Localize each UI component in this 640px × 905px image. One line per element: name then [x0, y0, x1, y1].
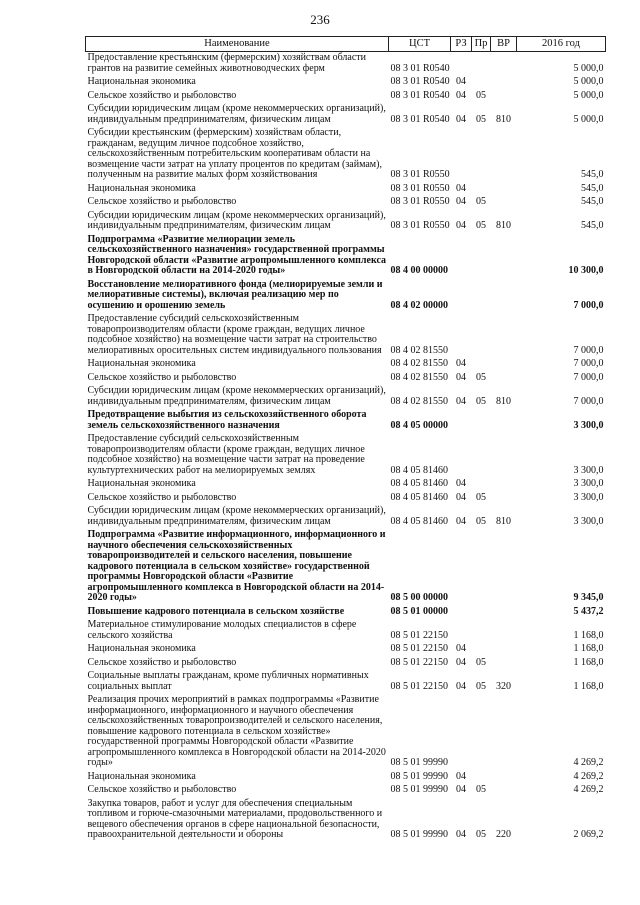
table-row — [86, 606, 606, 620]
row-rz — [451, 234, 472, 279]
row-cst: 08 3 01 R0540 — [390, 76, 450, 87]
row-name: Сельское хозяйство и рыболовство — [87, 89, 237, 101]
table-row — [86, 52, 606, 77]
row-pr: 05 — [476, 113, 486, 125]
table-row — [86, 103, 606, 127]
row-name: Национальная экономика — [87, 770, 196, 782]
row-cst: 08 5 01 22150 — [390, 680, 448, 692]
row-sum: 1 168,0 — [573, 629, 604, 641]
row-name: Предоставление субсидий сельскохозяйственным товаропроизводителям области (кроме граждан, ведущих личное подсобное хозяйство) на возмещение части затрат на строительство мелиоративных оросительных систем индивидуального пользования — [87, 313, 382, 356]
row-name: Субсидии крестьянским (фермерским) хозяйствам области, гражданам, ведущим личное подсобное хозяйство, сельскохозяйственным потребительским кооперативам области на возмещение части затрат на уплату процентов по кредитам (займам), полученным на развитие малых форм хозяйствования — [87, 127, 382, 180]
header-cst: ЦСТ — [389, 37, 451, 52]
row-pr: 05 — [476, 395, 486, 407]
table-row — [86, 619, 606, 643]
table-header-row — [86, 37, 606, 52]
row-cst: 08 5 01 22150 — [390, 656, 448, 668]
row-name: Национальная экономика — [87, 76, 196, 87]
row-name: Предотвращение выбытия из сельскохозяйственного оборота земель сельскохозяйственного назначения — [87, 409, 367, 431]
row-rz: 04 — [456, 371, 466, 383]
row-rz: 04 — [456, 491, 466, 503]
row-name: Субсидии юридическим лицам (кроме некоммерческих организаций), индивидуальным предпринимателям, физическим лицам — [87, 103, 386, 125]
row-pr — [472, 529, 491, 606]
row-pr — [472, 234, 491, 279]
row-vr — [491, 529, 517, 606]
row-sum: 545,0 — [581, 196, 604, 207]
row-sum: 3 300,0 — [573, 491, 604, 503]
row-sum: 7 000,0 — [573, 299, 604, 311]
row-name: Сельское хозяйство и рыболовство — [87, 656, 237, 668]
table-row — [86, 798, 606, 843]
row-rz: 04 — [456, 358, 466, 369]
page-number: 236 — [310, 12, 330, 27]
row-sum: 7 000,0 — [573, 395, 604, 407]
row-sum: 3 300,0 — [573, 464, 604, 476]
row-sum: 5 437,2 — [573, 605, 604, 617]
row-vr: 220 — [496, 829, 511, 840]
table-row — [86, 76, 606, 90]
row-vr — [491, 784, 517, 798]
row-name: Материальное стимулирование молодых специалистов в сфере сельского хозяйства — [87, 619, 357, 641]
row-pr: 05 — [476, 371, 486, 383]
row-rz: 04 — [456, 89, 466, 101]
row-sum: 1 168,0 — [573, 656, 604, 668]
table-row — [86, 196, 606, 210]
header-year: 2016 год — [517, 37, 606, 52]
row-cst: 08 3 01 R0550 — [390, 196, 450, 207]
row-pr — [472, 52, 491, 77]
row-pr — [472, 409, 491, 433]
row-rz — [451, 52, 472, 77]
row-name: Закупка товаров, работ и услуг для обеспечения специальным топливом и горюче-смазочными материалами, продовольственного и вещевого обеспечения органов в сфере национальной безопасности, правоохранительной деятельности и обороны — [87, 797, 383, 840]
row-rz: 04 — [456, 113, 466, 125]
row-name: Предоставление субсидий сельскохозяйственным товаропроизводителям области (кроме граждан, ведущих личное подсобное хозяйство) на возмещение части затрат на проведение культуртехнических работ на мелиорируемых землях — [87, 433, 365, 476]
row-vr — [491, 409, 517, 433]
table-row — [86, 670, 606, 694]
row-sum: 5 000,0 — [573, 113, 604, 125]
row-pr — [472, 183, 491, 197]
row-pr — [472, 358, 491, 372]
row-cst: 08 5 01 22150 — [390, 629, 448, 641]
table-row — [86, 433, 606, 478]
row-name: Субсидии юридическим лицам (кроме некоммерческих организаций), индивидуальным предпринимателям, физическим лицам — [87, 505, 386, 527]
row-vr — [491, 52, 517, 77]
row-cst: 08 4 02 81550 — [390, 395, 448, 407]
budget-table — [85, 36, 606, 843]
row-vr — [491, 478, 517, 492]
row-rz: 04 — [456, 643, 466, 654]
row-sum: 5 000,0 — [573, 76, 604, 87]
row-cst: 08 3 01 R0550 — [390, 169, 450, 180]
row-pr — [472, 478, 491, 492]
row-vr — [491, 183, 517, 197]
row-pr — [472, 771, 491, 785]
row-vr: 810 — [496, 395, 511, 407]
table-row — [86, 372, 606, 386]
row-sum: 545,0 — [581, 220, 604, 231]
row-vr — [491, 358, 517, 372]
row-cst: 08 5 01 99990 — [390, 829, 448, 840]
row-pr — [472, 606, 491, 620]
row-name: Национальная экономика — [87, 478, 196, 489]
row-pr: 05 — [476, 491, 486, 503]
row-vr — [491, 76, 517, 90]
table-row — [86, 409, 606, 433]
row-vr: 810 — [496, 515, 511, 527]
table-row — [86, 313, 606, 358]
row-cst: 08 3 01 R0550 — [390, 182, 450, 194]
row-name: Подпрограмма «Развитие информационного, информационного и научного обеспечения сельскохозяйственных товаропроизводителей и сельского населения, повышение кадрового потенциала в сельском хозяйстве» государственной программы Новгородской области «Развитие агропромышленного комплекса в Новгородской области на 2014-2020 годы» — [87, 529, 386, 603]
table-row — [86, 127, 606, 183]
row-rz: 04 — [456, 220, 466, 231]
row-vr: 320 — [496, 680, 511, 692]
row-pr — [472, 694, 491, 771]
table-row — [86, 784, 606, 798]
header-rz: РЗ — [451, 37, 472, 52]
row-rz: 04 — [456, 829, 466, 840]
row-pr: 05 — [476, 515, 486, 527]
table-row — [86, 279, 606, 314]
header-pr: Пр — [472, 37, 491, 52]
row-sum: 10 300,0 — [568, 265, 604, 276]
row-name: Сельское хозяйство и рыболовство — [87, 371, 237, 383]
row-sum: 7 000,0 — [573, 358, 604, 369]
row-rz: 04 — [456, 395, 466, 407]
row-name: Сельское хозяйство и рыболовство — [87, 491, 237, 503]
row-name: Национальная экономика — [87, 358, 196, 369]
row-pr: 05 — [476, 220, 486, 231]
row-sum: 3 300,0 — [573, 478, 604, 489]
row-rz: 04 — [456, 478, 466, 489]
row-vr — [491, 313, 517, 358]
row-name: Сельское хозяйство и рыболовство — [87, 196, 237, 207]
row-rz — [451, 529, 472, 606]
row-sum: 2 069,2 — [573, 829, 604, 840]
row-vr — [491, 372, 517, 386]
row-rz: 04 — [456, 76, 466, 87]
row-cst: 08 4 02 81550 — [390, 371, 448, 383]
row-name: Социальные выплаты гражданам, кроме публичных нормативных социальных выплат — [87, 670, 369, 692]
row-rz: 04 — [456, 656, 466, 668]
row-name: Подпрограмма «Развитие мелиорации земель сельскохозяйственного назначения» государственной программы Новгородской области «Развитие агропромышленного комплекса в Новгородской области на 2014-2020 годы» — [87, 233, 387, 276]
row-rz — [451, 433, 472, 478]
table-row — [86, 657, 606, 671]
row-rz: 04 — [456, 784, 466, 795]
row-rz: 04 — [456, 770, 466, 782]
header-vr: ВР — [491, 37, 517, 52]
row-rz — [451, 279, 472, 314]
row-cst: 08 3 01 R0540 — [390, 113, 450, 125]
row-cst: 08 4 02 81550 — [390, 344, 448, 356]
row-sum: 545,0 — [581, 169, 604, 180]
row-vr — [491, 657, 517, 671]
row-cst: 08 4 00 00000 — [390, 265, 448, 276]
row-sum: 545,0 — [581, 182, 604, 194]
row-sum: 5 000,0 — [573, 89, 604, 101]
row-name: Повышение кадрового потенциала в сельском хозяйстве — [87, 605, 345, 617]
row-pr: 05 — [476, 656, 486, 668]
row-sum: 1 168,0 — [573, 643, 604, 654]
table-row — [86, 210, 606, 234]
row-cst: 08 4 02 00000 — [390, 299, 448, 311]
row-vr — [491, 771, 517, 785]
row-cst: 08 3 01 R0550 — [390, 220, 450, 231]
row-cst: 08 5 00 00000 — [390, 592, 448, 603]
row-vr — [491, 90, 517, 104]
row-sum: 7 000,0 — [573, 371, 604, 383]
row-name: Национальная экономика — [87, 643, 196, 654]
row-vr — [491, 694, 517, 771]
row-sum: 4 269,2 — [573, 784, 604, 795]
row-rz: 04 — [456, 196, 466, 207]
row-pr — [472, 76, 491, 90]
table-row — [86, 694, 606, 771]
row-name: Национальная экономика — [87, 182, 196, 194]
row-name: Субсидии юридическим лицам (кроме некоммерческих организаций), индивидуальным предпринимателям, физическим лицам — [87, 209, 386, 231]
row-cst: 08 4 05 81460 — [390, 478, 448, 489]
row-pr — [472, 127, 491, 183]
table-row — [86, 505, 606, 529]
row-sum: 5 000,0 — [573, 62, 604, 74]
row-name: Реализация прочих мероприятий в рамках подпрограммы «Развитие информационного, информационного и научного обеспечения сельскохозяйственных товаропроизводителей и сельского населения, повышение кадрового потенциала в сельском хозяйстве» государственной программы Новгородской области «Развитие агропромышленного комплекса в Новгородской области на 2014-2020 годы» — [87, 694, 386, 768]
row-cst: 08 4 05 00000 — [390, 419, 448, 431]
row-vr — [491, 606, 517, 620]
row-vr — [491, 433, 517, 478]
table-row — [86, 183, 606, 197]
row-vr — [491, 127, 517, 183]
row-vr — [491, 196, 517, 210]
row-pr: 05 — [476, 829, 486, 840]
row-cst: 08 5 01 99990 — [390, 757, 448, 768]
row-rz: 04 — [456, 182, 466, 194]
row-vr — [491, 234, 517, 279]
row-cst: 08 4 05 81460 — [390, 491, 448, 503]
table-row — [86, 643, 606, 657]
row-cst: 08 5 01 22150 — [390, 643, 448, 654]
row-name: Восстановление мелиоративного фонда (мелиорируемые земли и мелиоративные системы), включая реализацию мер по осушению и орошению земель — [87, 278, 383, 311]
table-row — [86, 385, 606, 409]
header-name: Наименование — [86, 37, 389, 52]
table-row — [86, 492, 606, 506]
row-rz: 04 — [456, 515, 466, 527]
row-rz — [451, 313, 472, 358]
row-vr: 810 — [496, 220, 511, 231]
row-sum: 4 269,2 — [573, 770, 604, 782]
row-pr: 05 — [476, 196, 486, 207]
row-vr — [491, 492, 517, 506]
row-rz — [451, 619, 472, 643]
row-rz: 04 — [456, 680, 466, 692]
row-vr — [491, 619, 517, 643]
row-cst: 08 4 02 81550 — [390, 358, 448, 369]
row-pr — [472, 433, 491, 478]
row-vr: 810 — [496, 113, 511, 125]
table-row — [86, 358, 606, 372]
row-name: Субсидии юридическим лицам (кроме некоммерческих организаций), индивидуальным предпринимателям, физическим лицам — [87, 385, 386, 407]
table-row — [86, 529, 606, 606]
row-cst: 08 3 01 R0540 — [390, 62, 450, 74]
row-rz — [451, 606, 472, 620]
table-row — [86, 478, 606, 492]
row-pr — [472, 279, 491, 314]
row-pr — [472, 619, 491, 643]
row-cst: 08 3 01 R0540 — [390, 89, 450, 101]
row-sum: 7 000,0 — [573, 344, 604, 356]
row-rz — [451, 694, 472, 771]
row-pr: 05 — [476, 680, 486, 692]
row-cst: 08 5 01 99990 — [390, 770, 448, 782]
row-rz — [451, 127, 472, 183]
row-pr — [472, 313, 491, 358]
row-pr: 05 — [476, 89, 486, 101]
table-row — [86, 234, 606, 279]
row-cst: 08 5 01 00000 — [390, 605, 448, 617]
row-sum: 3 300,0 — [573, 515, 604, 527]
row-cst: 08 4 05 81460 — [390, 464, 448, 476]
row-pr: 05 — [476, 784, 486, 795]
table-row — [86, 771, 606, 785]
row-pr — [472, 643, 491, 657]
row-sum: 4 269,2 — [573, 757, 604, 768]
row-name: Сельское хозяйство и рыболовство — [87, 784, 237, 795]
row-sum: 3 300,0 — [573, 419, 604, 431]
row-name: Предоставление крестьянским (фермерским) хозяйствам области грантов на развитие семейных животноводческих ферм — [87, 52, 367, 74]
row-vr — [491, 643, 517, 657]
row-sum: 9 345,0 — [573, 592, 604, 603]
row-sum: 1 168,0 — [573, 680, 604, 692]
table-row — [86, 90, 606, 104]
row-cst: 08 4 05 81460 — [390, 515, 448, 527]
row-rz — [451, 409, 472, 433]
row-vr — [491, 279, 517, 314]
row-cst: 08 5 01 99990 — [390, 784, 448, 795]
